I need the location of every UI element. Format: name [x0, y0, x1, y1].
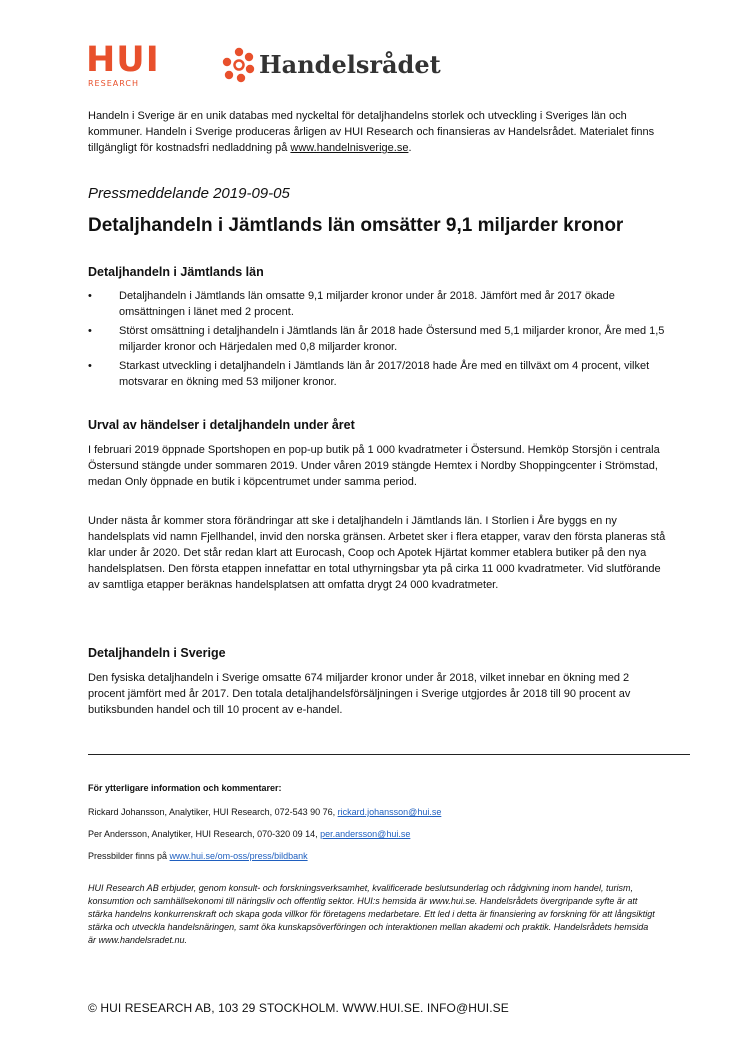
bullet-item: • Störst omsättning i detaljhandeln i Jämtlands län år 2018 hade Östersund med 5,1 miljarder kronor, Åre med 1,5 miljarder kronor och Härjedalen med 0,8 miljarder kronor. — [88, 323, 668, 355]
contact-person-2-text: Per Andersson, Analytiker, HUI Research, 070-320 09 14, — [88, 829, 321, 839]
section-events-paragraph-1: I februari 2019 öppnade Sportshopen en pop-up butik på 1 000 kvadratmeter i Östersund. Hemköp Storsjön i centrala Östersund stängde under sommaren 2019. Under våren 2019 stängde Hemtex i Nordby Shoppingcenter i Strömstad, medan Only öppnade en butik i köpcentrumet under samma period. — [88, 444, 660, 488]
page-footer: © HUI RESEARCH AB, 103 29 STOCKHOLM. WWW.HUI.SE. INFO@HUI.SE — [88, 1001, 509, 1015]
contact-heading: För ytterligare information och kommentarer: — [88, 783, 282, 793]
press-images-line — [88, 850, 668, 862]
logo-bar — [86, 40, 466, 92]
hui-research-logo — [86, 40, 188, 92]
section-events-heading: Urval av händelser i detaljhandeln under året — [88, 418, 355, 432]
handelsradet-flower-icon — [221, 46, 257, 86]
intro-paragraph — [88, 108, 668, 156]
bullet-item: • Detaljhandeln i Jämtlands län omsatte 9,1 miljarder kronor under år 2018. Jämfört med år 2017 ökade omsättningen i länet med 2 procent. — [88, 288, 668, 320]
contact-person-1-email-link[interactable]: rickard.johansson@hui.se — [337, 807, 442, 817]
handelnisverige-link[interactable]: www.handelnisverige.se — [290, 142, 409, 154]
headline: Detaljhandeln i Jämtlands län omsätter 9,1 miljarder kronor — [88, 215, 624, 236]
contact-person-1 — [88, 806, 668, 818]
section-sweden-paragraph: Den fysiska detaljhandeln i Sverige omsatte 674 miljarder kronor under år 2018, vilket innebar en ökning med 2 procent jämfört med år 2017. Den totala detaljhandelsförsäljningen i Sverige utgjordes år 2018 till 90 procent av butiksbunden handel och till 10 procent av e-handel. — [88, 672, 631, 716]
press-images-text: Pressbilder finns på — [88, 851, 170, 861]
contact-person-2-email-link[interactable]: per.andersson@hui.se — [320, 829, 411, 839]
press-release-date: Pressmeddelande 2019-09-05 — [88, 185, 290, 202]
section-jamtland — [88, 264, 668, 393]
hui-logo-word: HUI — [86, 40, 160, 80]
section-sweden — [88, 645, 668, 718]
contact-person-1-text: Rickard Johansson, Analytiker, HUI Research, 072-543 90 76, — [88, 807, 338, 817]
section-events-paragraph-2: Under nästa år kommer stora förändringar att ske i detaljhandeln i Jämtlands län. I Storlien i Åre byggs en ny handelsplats vid namn Fjellhandel, invid den norska gränsen. Arbetet sker i flera etapper, varav den första planeras stå klar under år 2020. Det står redan klart att Eurocash, Coop och Apotek Hjärtat kommer etablera butiker på den nya handelsplatsen. Den första etappen innefattar en total uthyrningsbar yta på cirka 11 000 kvadratmeter. Vid slutförande av samtliga etapper beräknas handelsplatsen att omfatta drygt 24 000 kvadratmeter. — [88, 515, 666, 591]
intro-text: Handeln i Sverige är en unik databas med nyckeltal för detaljhandelns storlek och utveckling i Sveriges län och kommuner. Handeln i Sverige produceras årligen av HUI Research och finansieras av Handelsrådet. Materialet finns tillgängligt för kostnadsfri nedladdning på — [88, 110, 655, 154]
handelsradet-logo-word: Handelsrådet — [259, 50, 441, 79]
bullet-item: • Starkast utveckling i detaljhandeln i Jämtlands län år 2017/2018 hade Åre med en tillväxt om 4 procent, vilket motsvarar en ökning med 53 miljoner kronor. — [88, 358, 668, 390]
hui-logo-subtitle: RESEARCH — [88, 79, 139, 88]
section-jamtland-heading: Detaljhandeln i Jämtlands län — [88, 265, 264, 279]
section-events — [88, 417, 668, 593]
handelsradet-logo — [221, 46, 461, 90]
divider — [88, 754, 690, 755]
intro-tail: . — [408, 142, 412, 154]
about-footnote: HUI Research AB erbjuder, genom konsult- och forskningsverksamhet, kvalificerade beslutsunderlag och rådgivning inom handel, turism, konsumtion och samhällsekonomi till näringsliv och offentlig sektor. HUI:s hemsida är www.hui.se. Handelsrådets övergripande syfte är att stärka handelns konkurrenskraft och skapa goda villkor för företagens medarbetare. Ett led i detta är finansiering av forskning för att långsiktigt stärka och utveckla handelsnäringen, samt öka kunskapsöverföringen och interaktionen mellan akademi och praktik. Handelsrådets hemsida är www.handelsradet.nu. — [88, 883, 655, 945]
section-sweden-heading: Detaljhandeln i Sverige — [88, 646, 226, 660]
press-images-link[interactable]: www.hui.se/om-oss/press/bildbank — [169, 851, 308, 861]
contact-person-2 — [88, 828, 668, 840]
section-jamtland-bullets — [88, 288, 668, 390]
